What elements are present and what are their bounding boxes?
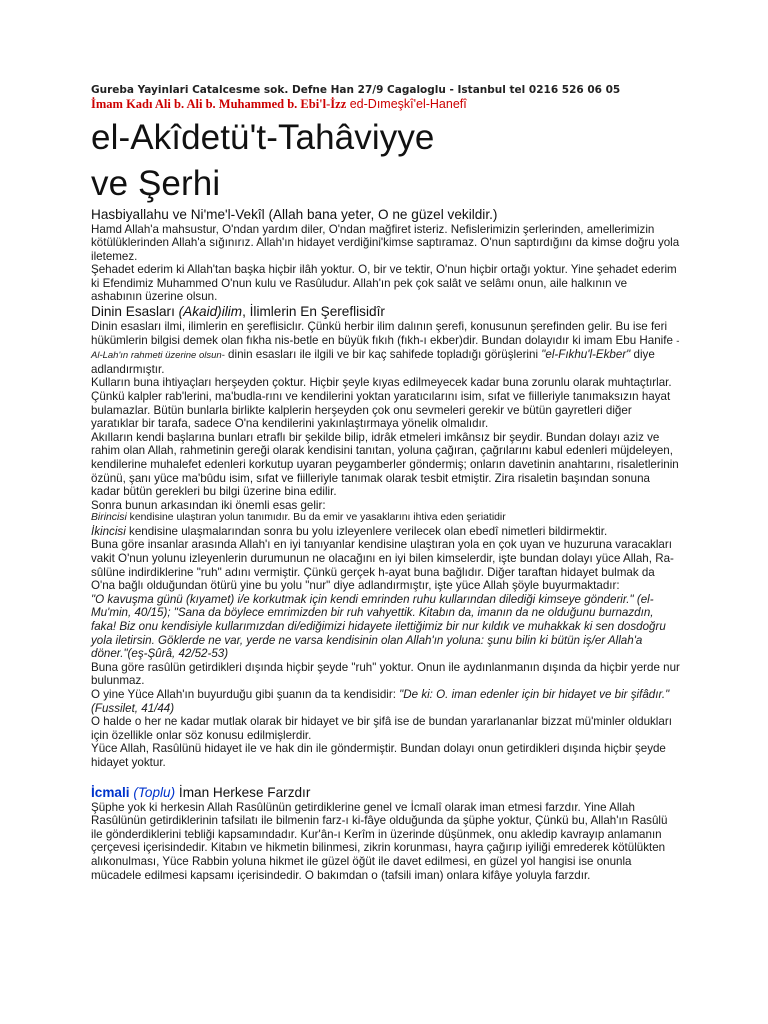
publisher-info: Gureba Yayinlari Catalcesme sok. Defne Han 27/9 Cagaloglu - Istanbul tel 0216 526 06 05 <box>91 84 621 96</box>
paragraph-hidayet: Yüce Allah, Rasûlünü hidayet ile ve hak din ile göndermiştir. Bundan dolayı onun getirdikleri dışında hiçbir şeyde hidayet yoktur. <box>91 742 666 769</box>
heading-part-2: (Akaid)ilim <box>178 304 243 320</box>
heading-part-1: Dinin Esasları <box>91 304 179 320</box>
ikincisi-label: İkincisi <box>91 524 126 538</box>
p3-part-d: "el-Fıkhu'l-Ekber" <box>541 348 631 362</box>
paragraph-ruh-nur: Buna göre insanlar arasında Allah'ı en iyi tanıyanlar kendisine ulaştıran yola en çok uyan ve huzuruna varacakları vakit O'nun yolunu izleyenlerin durumunun ne olacağını en iyi bilen kimselerdir, işte bundan dolayı yüce Allah, Ra-sûlüne indirdiklerine "ruh" adını vermiştir. Çünkü gerçek h-ayat buna bağlıdır. Diğer taraftan hidayet bulmak da O'na bağlı olduğundan ötürü yine bu yolu "nur" diye adlandırmıştır, işte yüce Allah şöyle buyurmaktadır: <box>91 538 674 593</box>
paragraph-icmali-iman: Şüphe yok ki herkesin Allah Rasûlünün getirdiklerine genel ve İcmalî olarak iman etmesi farzdır. Yine Allah Rasûlünün getirdiklerinin tafsilatı ile bilmenin farz-ı ki-fâye olduğunda da şüphe yoktur, Çünkü bu, Allah'ın Rasûlü ile gönderdiklerini tebliği kapsamındadır. Kur'ân-ı Kerîm in üzerinde düşünmek, onu akledip kavrayıp anlamanın çerçevesi içerisindedir. Kitabın ve hikmetin bilinmesi, zikrin korunması, hayra çağırıp iyiliği emrederek kötülükten alıkonulması, Yüce Rabbin yoluna hikmet ile güzel öğüt ile davet edilmesi, en güzel yol hangisi ise onunla mücadele edilmesi kapsamı içerisindedir. O bakımdan o (tafsili iman) onlara kifâye yoluyla farzdır. <box>91 800 668 882</box>
birincisi-label: Birincisi <box>91 512 127 524</box>
p3-part-e: diye adlandırmıştır. <box>91 348 655 376</box>
author-nisba: ed-Dımeşkî'el-Hanefî <box>346 97 467 111</box>
icmali-toplu: (Toplu) <box>129 784 176 800</box>
p3-part-a: Dinin esasları ilmi, ilimlerin en şereflisiclır. Çünkü herbir ilim dalının şerefi, konusunun şerefinden gelir. Bu ise feri hükümlerin bilgisi demek olan fıkha nis-betle en büyük fıkıh (fıkh-ı ekber)dir. Bundan dolayıdır ki imam Ebu Hanife <box>91 320 677 347</box>
paragraph-ikincisi <box>91 525 681 539</box>
section-heading-icmali <box>91 785 681 801</box>
document-content <box>91 84 681 882</box>
icmali-bold: İcmali <box>91 784 130 800</box>
heading-part-3: , İlimlerin En Şereflisidîr <box>242 304 385 320</box>
document-title-line-2: ve Şerhi <box>91 164 221 203</box>
hasbiyallah-line: Hasbiyallahu ve Ni'me'l-Vekîl (Allah bana yeter, O ne güzel vekildir.) <box>91 207 498 222</box>
paragraph-hamd: Hamd Allah'a mahsustur, O'ndan yardım diler, O'ndan mağfiret isteriz. Nefislerimizin şerlerinden, amellerimizin kötülüklerinden Allah'a sığınırız. Allah'ın hidayet verdiğini'kimse saptıramaz. O'nun saptırdığını da kimse doğru yola iletemez. <box>91 222 680 263</box>
icmali-rest: İman Herkese Farzdır <box>175 784 311 800</box>
paragraph-birincisi <box>91 512 681 525</box>
p12-part-a: O yine Yüce Allah'ın buyurduğu gibi şuanın da ta kendisidir: <box>91 688 400 701</box>
author-name: İmam Kadı Ali b. Ali b. Muhammed b. Ebi'l-İzz <box>91 97 347 111</box>
paragraph-muminler: O halde o her ne kadar mutlak olarak bir hidayet ve bir şifâ ise de bundan yararlananlar bizzat mü'minler oldukları için özellikle onlar söz konusu edilmişlerdir. <box>91 715 672 742</box>
p3-part-c: dinin esasları ile ilgili ve bir kaç sahifede topladığı görüşlerini <box>224 348 542 362</box>
document-title-line-1: el-Akîdetü't-Tahâviyye <box>91 118 435 157</box>
paragraph-sifa <box>91 688 681 715</box>
author-line <box>91 97 681 112</box>
paragraph-ihtiyac: Kulların buna ihtiyaçları herşeyden çoktur. Hiçbir şeyle kıyas edilmeyecek kadar buna zorunlu olarak muhtaçtırlar. Çünkü kalpler rab'lerini, ma'budla-rını ve kendilerini yoktan yaratıcılarını isim, sıfat ve fiilleriyle tanımaksızın hayat bulamazlar. Bütün bunlarla birlikte kalplerin herşeyden çok onu sevmeleri gerekir ve bütün gayretleri diğer yaratıklar bir tarafa, sadece O'na kendilerini yakınlaştırmaya yönelik olmalıdır. <box>91 376 672 431</box>
paragraph-ayet-quote: "O kavuşma günü (kıyamet) i/e korkutmak için kendi emrinden ruhu kullarından dilediği kimseye gönderir." (el-Mu'min, 40/15); "Sana da böylece emrimizden bir ruh vahyettik. Kitabın da, imanın da ne olduğunu burnazdın, faka! Biz onu kendisiyle kullarımızdan di/ediğimizi hidayete ilettiğimiz bir nur kıldık ve muhakkak ki sen dosdoğru yola iletirsin. Göklerde ne var, yerde ne varsa kendisinin olan Allah'ın yoluna: şunu bilin ki bütün iş/er Allah'a döner."(eş-Şûrâ, 42/52-53) <box>91 592 666 661</box>
paragraph-akillar: Akılların kendi başlarına bunları etraflı bir şekilde bilip, idrâk etmeleri imkânsız bir şeydir. Bundan dolayı aziz ve rahim olan Allah, rahmetinin gereği olarak kendisini tanıtan, yoluna çağıran, çağrılarını kabul edenleri müjdeleyen, kendilerine muhalefet edenleri korkutup uyaran peygamberler göndermiş; onların davetinin anahtarını, risaletlerinin özünü, şanı yüce ma'bûdu isim, sıfat ve fiilleriyle tanımak olarak tesbit etmiştir. Zira risaletin başından sonuna kadar bütün gerekleri bu bilgi üzerine bina edilir. <box>91 430 679 499</box>
section-heading-dinin-esaslari <box>91 304 681 320</box>
paragraph-iki-esas: Sonra bunun arkasından iki önemli esas gelir: <box>91 498 326 512</box>
paragraph-rasulun-getirdikleri: Buna göre rasûlün getirdikleri dışında hiçbir şeyde "ruh" yoktur. Onun ile aydınlanmanın dışında da hiçbir yerde nur bulunmaz. <box>91 660 680 688</box>
ikincisi-text: kendisine ulaşmalarından sonra bu yolu izleyenlere verilecek olan ebedî nimetleri bildirmektir. <box>125 524 608 538</box>
p3-part-b: -Al-Lah'ın rahmeti üzerine olsun- <box>91 335 680 362</box>
birincisi-text: kendisine ulaştıran yolun tanımıdır. Bu da emir ve yasaklarını ihtiva eden şeriatidir <box>126 512 506 524</box>
paragraph-fikh-ekber <box>91 320 681 376</box>
paragraph-sehadet: Şehadet ederim ki Allah'tan başka hiçbir ilâh yoktur. O, bir ve tektir, O'nun hiçbir ortağı yoktur. Yine şehadet ederim ki Efendimiz Muhammed O'nun kulu ve Rasûludur. Allah'ın pek çok salât ve selâmı onun, aile halkının ve ashabının üzerine olsun. <box>91 263 677 304</box>
p12-part-b: "De ki: O. iman edenler için bir hidayet ve bir şifâdır."(Fussilet, 41/44) <box>91 688 670 715</box>
